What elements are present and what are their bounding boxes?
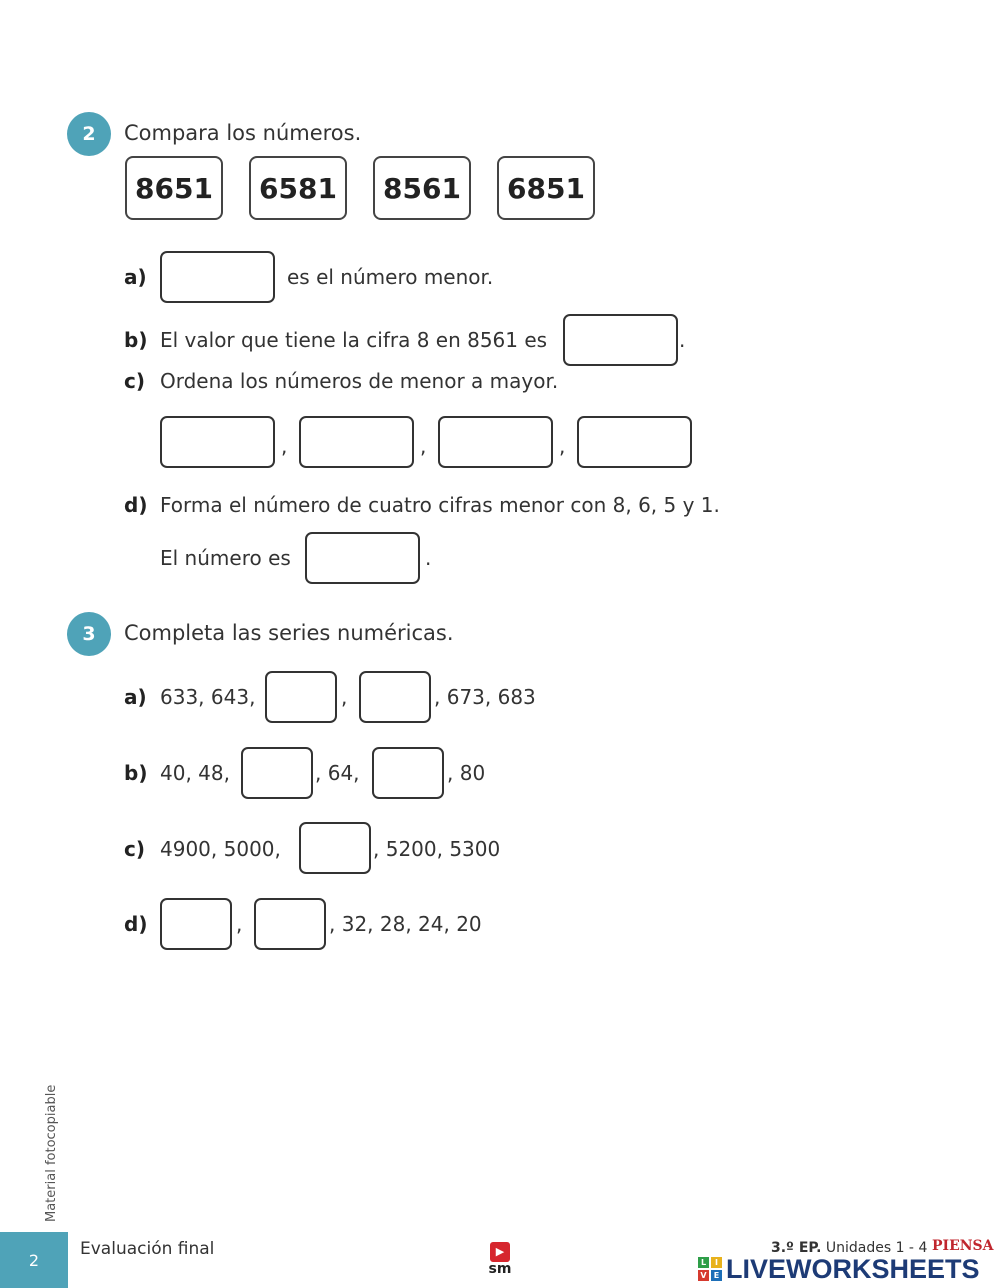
cube-e: E xyxy=(711,1270,722,1281)
publisher-logo xyxy=(488,1242,512,1277)
answer-2c-input-2[interactable] xyxy=(299,416,414,468)
item-2d-label: d) xyxy=(124,493,148,517)
item-2c-label: c) xyxy=(124,369,145,393)
page-number: 2 xyxy=(0,1232,68,1288)
item-2c-comma-1: , xyxy=(281,434,288,458)
item-3c-start: 4900, 5000, xyxy=(160,837,281,861)
item-3a-end: , 673, 683 xyxy=(434,685,536,709)
answer-2d-input[interactable] xyxy=(305,532,420,584)
number-card-1: 8651 xyxy=(125,156,223,220)
item-3c-end: , 5200, 5300 xyxy=(373,837,501,861)
answer-3a-input-2[interactable] xyxy=(359,671,431,723)
answer-2c-input-1[interactable] xyxy=(160,416,275,468)
item-3d-end: , 32, 28, 24, 20 xyxy=(329,912,482,936)
brand-logo: PIENSA xyxy=(932,1238,994,1254)
exercise-3-title: Completa las series numéricas. xyxy=(124,621,454,645)
publisher-name: sm xyxy=(488,1261,512,1277)
item-3b-mid: , 64, xyxy=(315,761,360,785)
answer-3d-input-1[interactable] xyxy=(160,898,232,950)
answer-3c-input[interactable] xyxy=(299,822,371,874)
item-2a-label: a) xyxy=(124,265,147,289)
item-2d-period: . xyxy=(425,546,432,570)
item-2c-comma-3: , xyxy=(559,434,566,458)
liveworksheets-text: LIVEWORKSHEETS xyxy=(726,1253,980,1284)
answer-2c-input-4[interactable] xyxy=(577,416,692,468)
item-2a-text: es el número menor. xyxy=(287,265,494,289)
liveworksheets-cubes-icon xyxy=(698,1257,722,1281)
item-2c-comma-2: , xyxy=(420,434,427,458)
liveworksheets-watermark xyxy=(698,1252,998,1286)
cube-v: V xyxy=(698,1270,709,1281)
answer-3b-input-1[interactable] xyxy=(241,747,313,799)
item-3c-label: c) xyxy=(124,837,145,861)
item-3d-label: d) xyxy=(124,912,148,936)
item-3a-label: a) xyxy=(124,685,147,709)
exercise-2-title: Compara los números. xyxy=(124,121,362,145)
play-icon: ▶ xyxy=(490,1242,510,1262)
item-3a-start: 633, 643, xyxy=(160,685,256,709)
cube-i: I xyxy=(711,1257,722,1268)
answer-3a-input-1[interactable] xyxy=(265,671,337,723)
item-2b-label: b) xyxy=(124,328,148,352)
section-title: Evaluación final xyxy=(80,1239,215,1259)
answer-2c-input-3[interactable] xyxy=(438,416,553,468)
side-note: Material fotocopiable xyxy=(44,1084,59,1222)
exercise-3-number: 3 xyxy=(67,612,111,656)
item-3b-start: 40, 48, xyxy=(160,761,230,785)
number-card-3: 8561 xyxy=(373,156,471,220)
course-units: Unidades 1 - 4 xyxy=(825,1240,928,1256)
number-card-2: 6581 xyxy=(249,156,347,220)
answer-3b-input-2[interactable] xyxy=(372,747,444,799)
item-3d-comma: , xyxy=(236,912,243,936)
number-card-4: 6851 xyxy=(497,156,595,220)
item-2b-text: El valor que tiene la cifra 8 en 8561 es xyxy=(160,328,548,352)
item-2d-prompt: El número es xyxy=(160,546,291,570)
item-2d-text: Forma el número de cuatro cifras menor con 8, 6, 5 y 1. xyxy=(160,493,720,517)
answer-2b-input[interactable] xyxy=(563,314,678,366)
course-level: 3.º EP. xyxy=(771,1240,822,1256)
item-3b-end: , 80 xyxy=(447,761,486,785)
item-2c-text: Ordena los números de menor a mayor. xyxy=(160,369,559,393)
answer-2a-input[interactable] xyxy=(160,251,275,303)
answer-3d-input-2[interactable] xyxy=(254,898,326,950)
cube-l: L xyxy=(698,1257,709,1268)
item-3a-comma: , xyxy=(341,685,348,709)
item-3b-label: b) xyxy=(124,761,148,785)
exercise-2-number: 2 xyxy=(67,112,111,156)
item-2b-period: . xyxy=(679,328,686,352)
